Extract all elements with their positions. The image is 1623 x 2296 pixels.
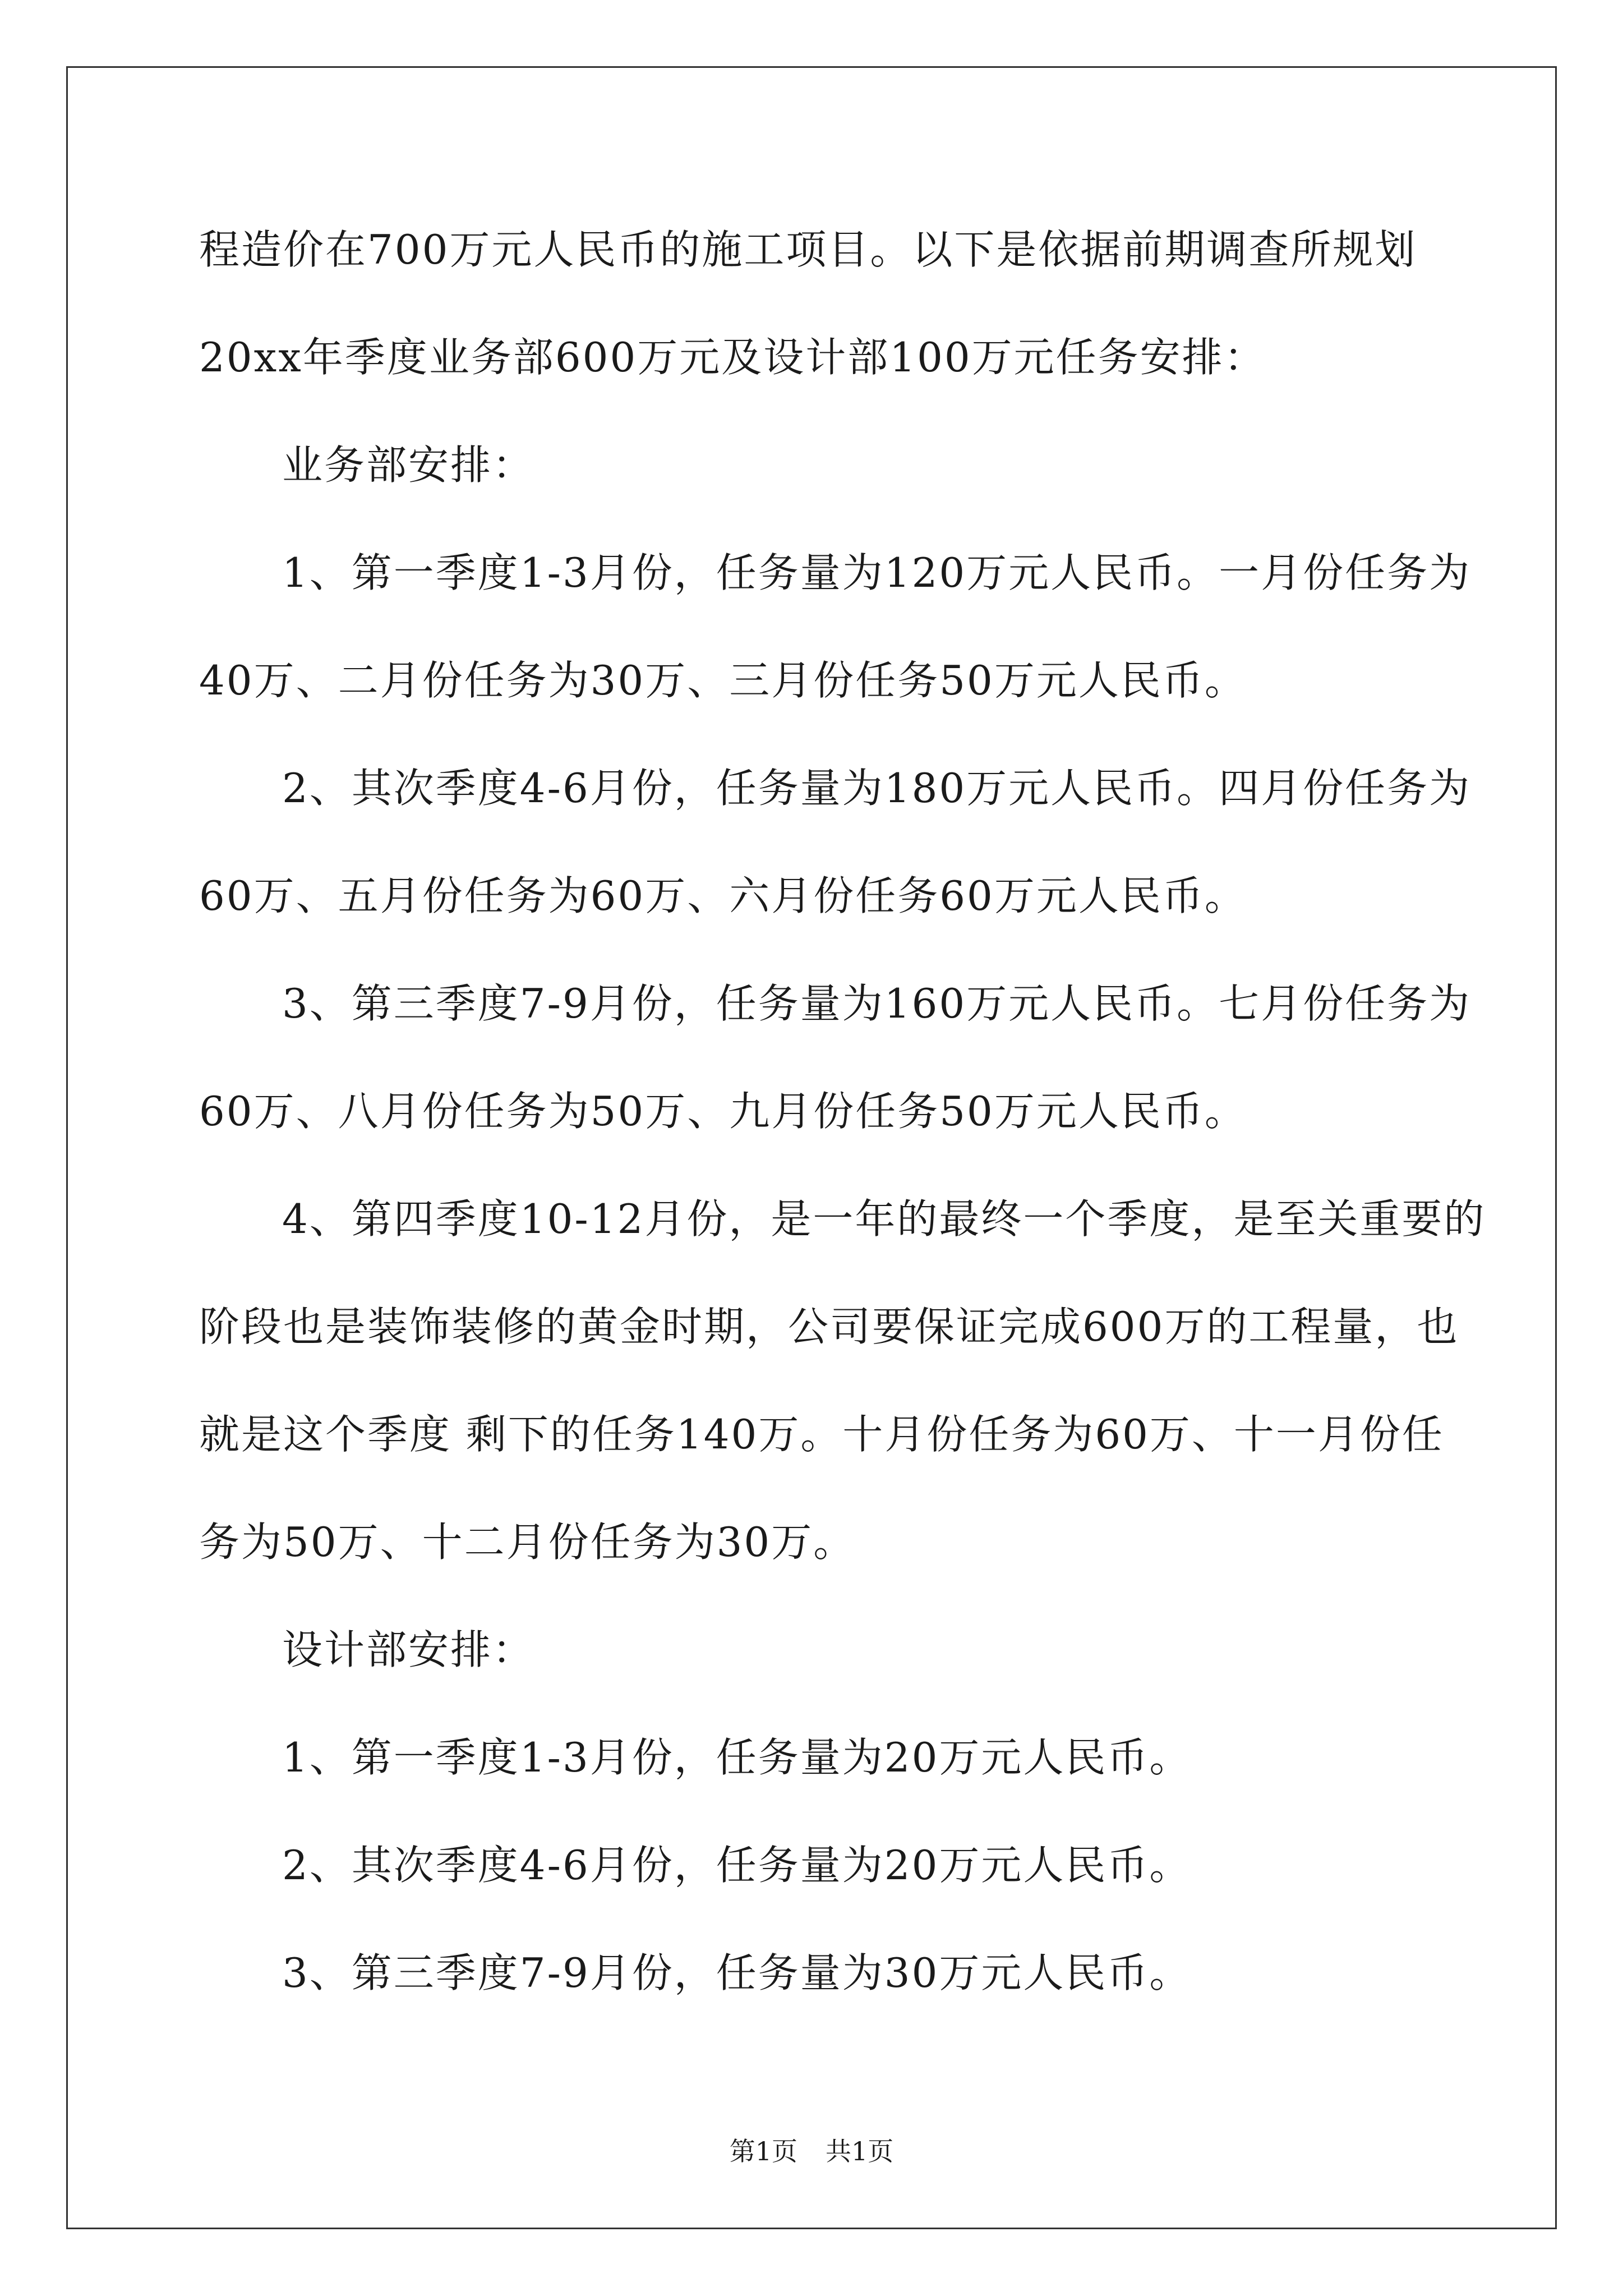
text-line-13: 务为50万、十二月份任务为30万。 xyxy=(199,1519,856,1566)
text-line-12: 就是这个季度 剩下的任务140万。十月份任务为60万、十一月份任 xyxy=(199,1411,1444,1458)
text-line-16: 2、其次季度4-6月份，任务量为20万元人民币。 xyxy=(282,1842,1192,1889)
text-line-8: 3、第三季度7-9月份，任务量为160万元人民币。七月份任务为 xyxy=(282,980,1472,1027)
text-line-5: 40万、二月份任务为30万、三月份任务50万元人民币。 xyxy=(199,657,1247,704)
section-heading-business: 业务部安排： xyxy=(282,441,535,489)
document-body xyxy=(199,216,1486,2047)
text-line-2: 20xx年季度业务部600万元及设计部100万元任务安排： xyxy=(199,334,1266,381)
page-number-current: 第1页 xyxy=(729,2136,797,2166)
text-line-6: 2、其次季度4-6月份，任务量为180万元人民币。四月份任务为 xyxy=(282,765,1472,812)
text-line-4: 1、第一季度1-3月份，任务量为120万元人民币。一月份任务为 xyxy=(282,549,1472,596)
section-heading-design: 设计部安排： xyxy=(282,1626,535,1673)
page-number-total: 共1页 xyxy=(826,2136,894,2166)
text-line-17: 3、第三季度7-9月份，任务量为30万元人民币。 xyxy=(282,1949,1192,1996)
text-line-10: 4、第四季度10-12月份，是一年的最终一个季度，是至关重要的 xyxy=(282,1195,1486,1243)
text-line-15: 1、第一季度1-3月份，任务量为20万元人民币。 xyxy=(282,1734,1192,1781)
text-line-11: 阶段也是装饰装修的黄金时期，公司要保证完成600万的工程量，也 xyxy=(199,1303,1459,1350)
text-line-1: 程造价在700万元人民币的施工项目。以下是依据前期调查所规划 xyxy=(199,226,1417,273)
text-line-9: 60万、八月份任务为50万、九月份任务50万元人民币。 xyxy=(199,1088,1247,1135)
page-footer xyxy=(0,2134,1623,2168)
text-line-7: 60万、五月份任务为60万、六月份任务60万元人民币。 xyxy=(199,872,1247,919)
